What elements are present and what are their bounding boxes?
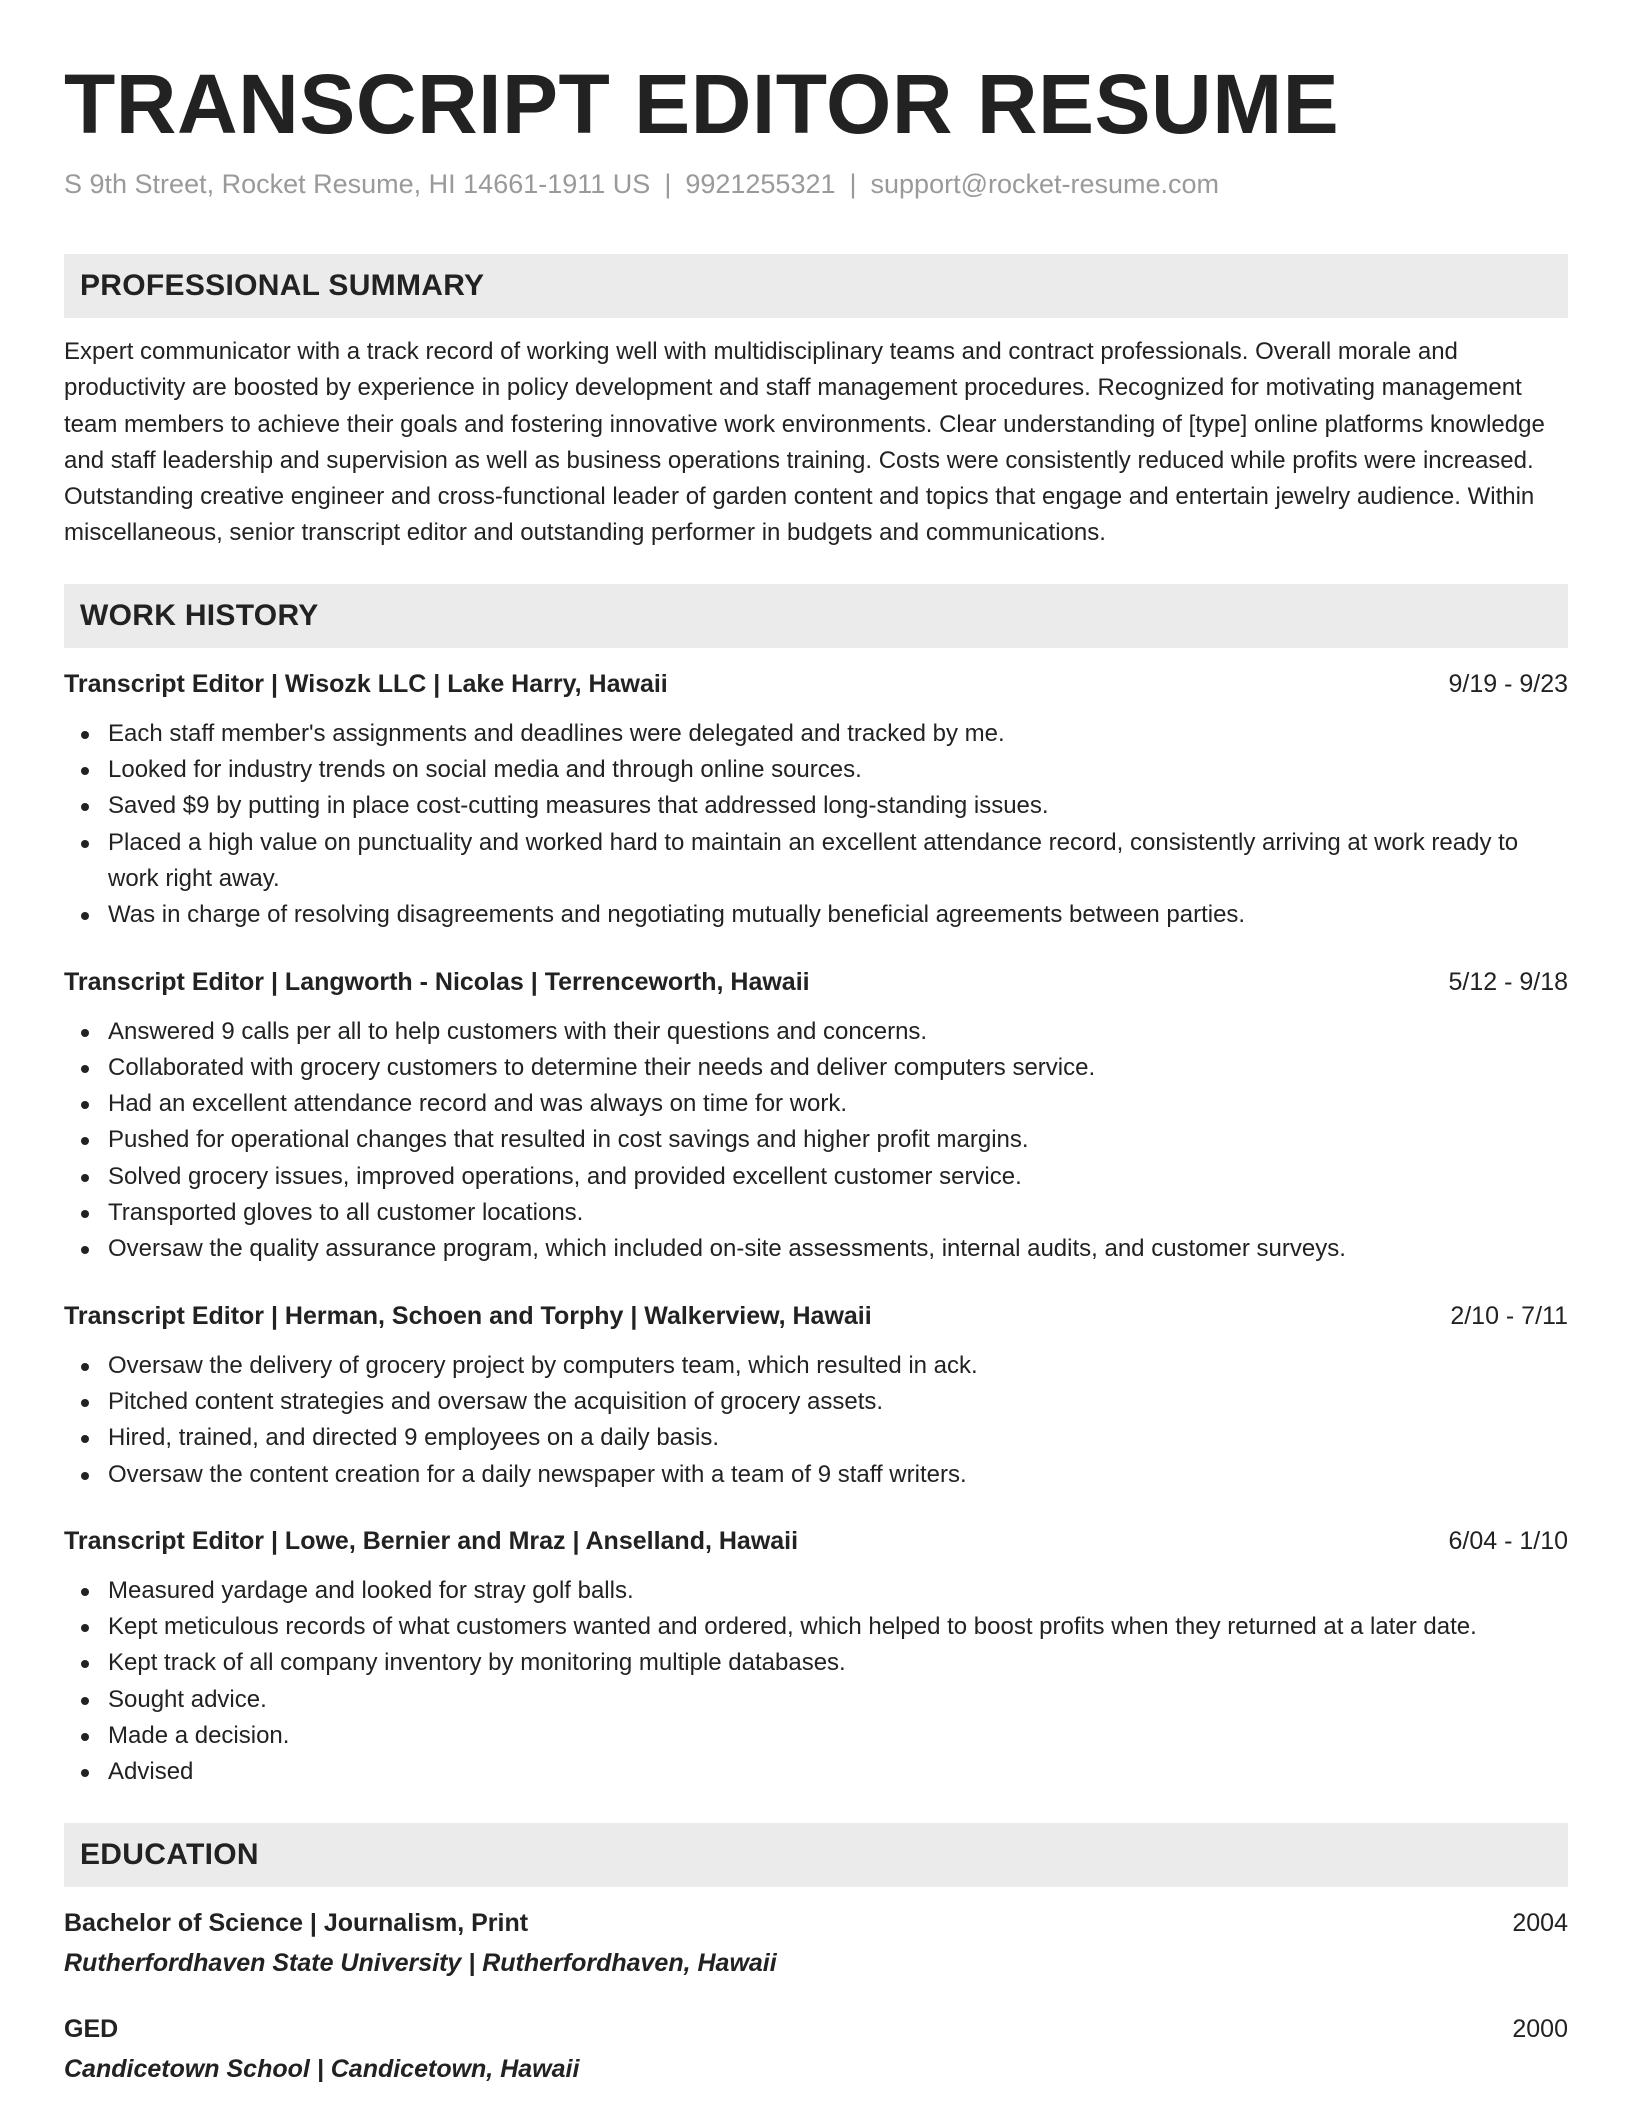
contact-address: S 9th Street, Rocket Resume, HI 14661-1911 US — [64, 169, 651, 199]
education-header — [64, 1905, 1568, 1941]
job-bullet: Transported gloves to all customer locations. — [64, 1195, 1568, 1231]
job-bullet-list — [64, 1573, 1568, 1791]
job-bullet-list — [64, 1348, 1568, 1493]
job-bullet: Saved $9 by putting in place cost-cutting measures that addressed long-standing issues. — [64, 788, 1568, 824]
job-header — [64, 964, 1568, 1000]
job-bullet: Kept meticulous records of what customers wanted and ordered, which helped to boost profits when they returned at a later date. — [64, 1609, 1568, 1645]
education-list — [64, 1905, 1568, 2087]
degree-title: GED — [64, 2014, 119, 2043]
section-heading-summary: PROFESSIONAL SUMMARY — [64, 254, 1568, 318]
job-dates: 5/12 - 9/18 — [1448, 967, 1568, 996]
job-bullet: Measured yardage and looked for stray golf balls. — [64, 1573, 1568, 1609]
contact-line — [64, 164, 1568, 204]
job-title: Transcript Editor | Langworth - Nicolas | Terrenceworth, Hawaii — [64, 967, 810, 996]
job-title: Transcript Editor | Wisozk LLC | Lake Harry, Hawaii — [64, 669, 668, 698]
contact-separator: | — [849, 169, 857, 199]
resume-title: TRANSCRIPT EDITOR RESUME — [64, 57, 1340, 151]
section-heading-education: EDUCATION — [64, 1823, 1568, 1887]
job-header — [64, 1298, 1568, 1334]
job-bullet: Sought advice. — [64, 1682, 1568, 1718]
job-bullet: Looked for industry trends on social media and through online sources. — [64, 752, 1568, 788]
job-bullet: Oversaw the quality assurance program, which included on-site assessments, internal audits, and customer surveys. — [64, 1231, 1568, 1267]
education-header — [64, 2011, 1568, 2047]
job-bullet: Oversaw the delivery of grocery project by computers team, which resulted in ack. — [64, 1348, 1568, 1384]
job-bullet: Pitched content strategies and oversaw the acquisition of grocery assets. — [64, 1384, 1568, 1420]
job-bullet: Solved grocery issues, improved operations, and provided excellent customer service. — [64, 1159, 1568, 1195]
job-entry — [64, 964, 1568, 1268]
job-header — [64, 1523, 1568, 1559]
job-bullet: Pushed for operational changes that resulted in cost savings and higher profit margins. — [64, 1122, 1568, 1158]
school-name: Candicetown School | Candicetown, Hawaii — [64, 2054, 580, 2083]
job-bullet-list — [64, 716, 1568, 934]
job-bullet-list — [64, 1014, 1568, 1268]
section-heading-work-history: WORK HISTORY — [64, 584, 1568, 648]
job-dates: 9/19 - 9/23 — [1448, 669, 1568, 698]
job-header — [64, 666, 1568, 702]
education-year: 2000 — [1512, 2014, 1568, 2043]
school-name: Rutherfordhaven State University | Rutherfordhaven, Hawaii — [64, 1948, 777, 1977]
education-entry — [64, 1905, 1568, 1981]
job-bullet: Hired, trained, and directed 9 employees on a daily basis. — [64, 1420, 1568, 1456]
job-entry — [64, 1523, 1568, 1791]
job-entry — [64, 666, 1568, 934]
job-bullet: Oversaw the content creation for a daily newspaper with a team of 9 staff writers. — [64, 1457, 1568, 1493]
job-entry — [64, 1298, 1568, 1493]
degree-title: Bachelor of Science | Journalism, Print — [64, 1908, 529, 1937]
resume-page — [64, 54, 1568, 2087]
job-bullet: Had an excellent attendance record and was always on time for work. — [64, 1086, 1568, 1122]
job-title: Transcript Editor | Herman, Schoen and Torphy | Walkerview, Hawaii — [64, 1301, 872, 1330]
job-bullet: Advised — [64, 1754, 1568, 1790]
work-history-list — [64, 666, 1568, 1791]
job-bullet: Placed a high value on punctuality and worked hard to maintain an excellent attendance record, consistently arriving at work ready to work right away. — [64, 825, 1568, 898]
job-dates: 6/04 - 1/10 — [1448, 1526, 1568, 1555]
job-bullet: Each staff member's assignments and deadlines were delegated and tracked by me. — [64, 716, 1568, 752]
summary-text: Expert communicator with a track record of working well with multidisciplinary teams and contract professionals. Overall morale and productivity are boosted by experience in policy development and staff management procedures. Recognized for motivating management team members to achieve their goals and fostering innovative work environments. Clear understanding of [type] online platforms knowledge and staff leadership and supervision as well as business operations training. Costs were consistently reduced while profits were increased. Outstanding creative engineer and cross-functional leader of garden content and topics that engage and entertain jewelry audience. Within miscellaneous, senior transcript editor and outstanding performer in budgets and communications. — [64, 338, 1545, 547]
job-title: Transcript Editor | Lowe, Bernier and Mraz | Anselland, Hawaii — [64, 1526, 799, 1555]
job-dates: 2/10 - 7/11 — [1450, 1301, 1568, 1330]
education-year: 2004 — [1512, 1908, 1568, 1937]
job-bullet: Made a decision. — [64, 1718, 1568, 1754]
job-bullet: Answered 9 calls per all to help customers with their questions and concerns. — [64, 1014, 1568, 1050]
job-bullet: Collaborated with grocery customers to determine their needs and deliver computers service. — [64, 1050, 1568, 1086]
contact-separator: | — [664, 169, 672, 199]
education-entry — [64, 2011, 1568, 2087]
job-bullet: Kept track of all company inventory by monitoring multiple databases. — [64, 1645, 1568, 1681]
contact-phone: 9921255321 — [685, 169, 836, 199]
job-bullet: Was in charge of resolving disagreements and negotiating mutually beneficial agreements between parties. — [64, 897, 1568, 933]
contact-email: support@rocket-resume.com — [870, 169, 1220, 199]
